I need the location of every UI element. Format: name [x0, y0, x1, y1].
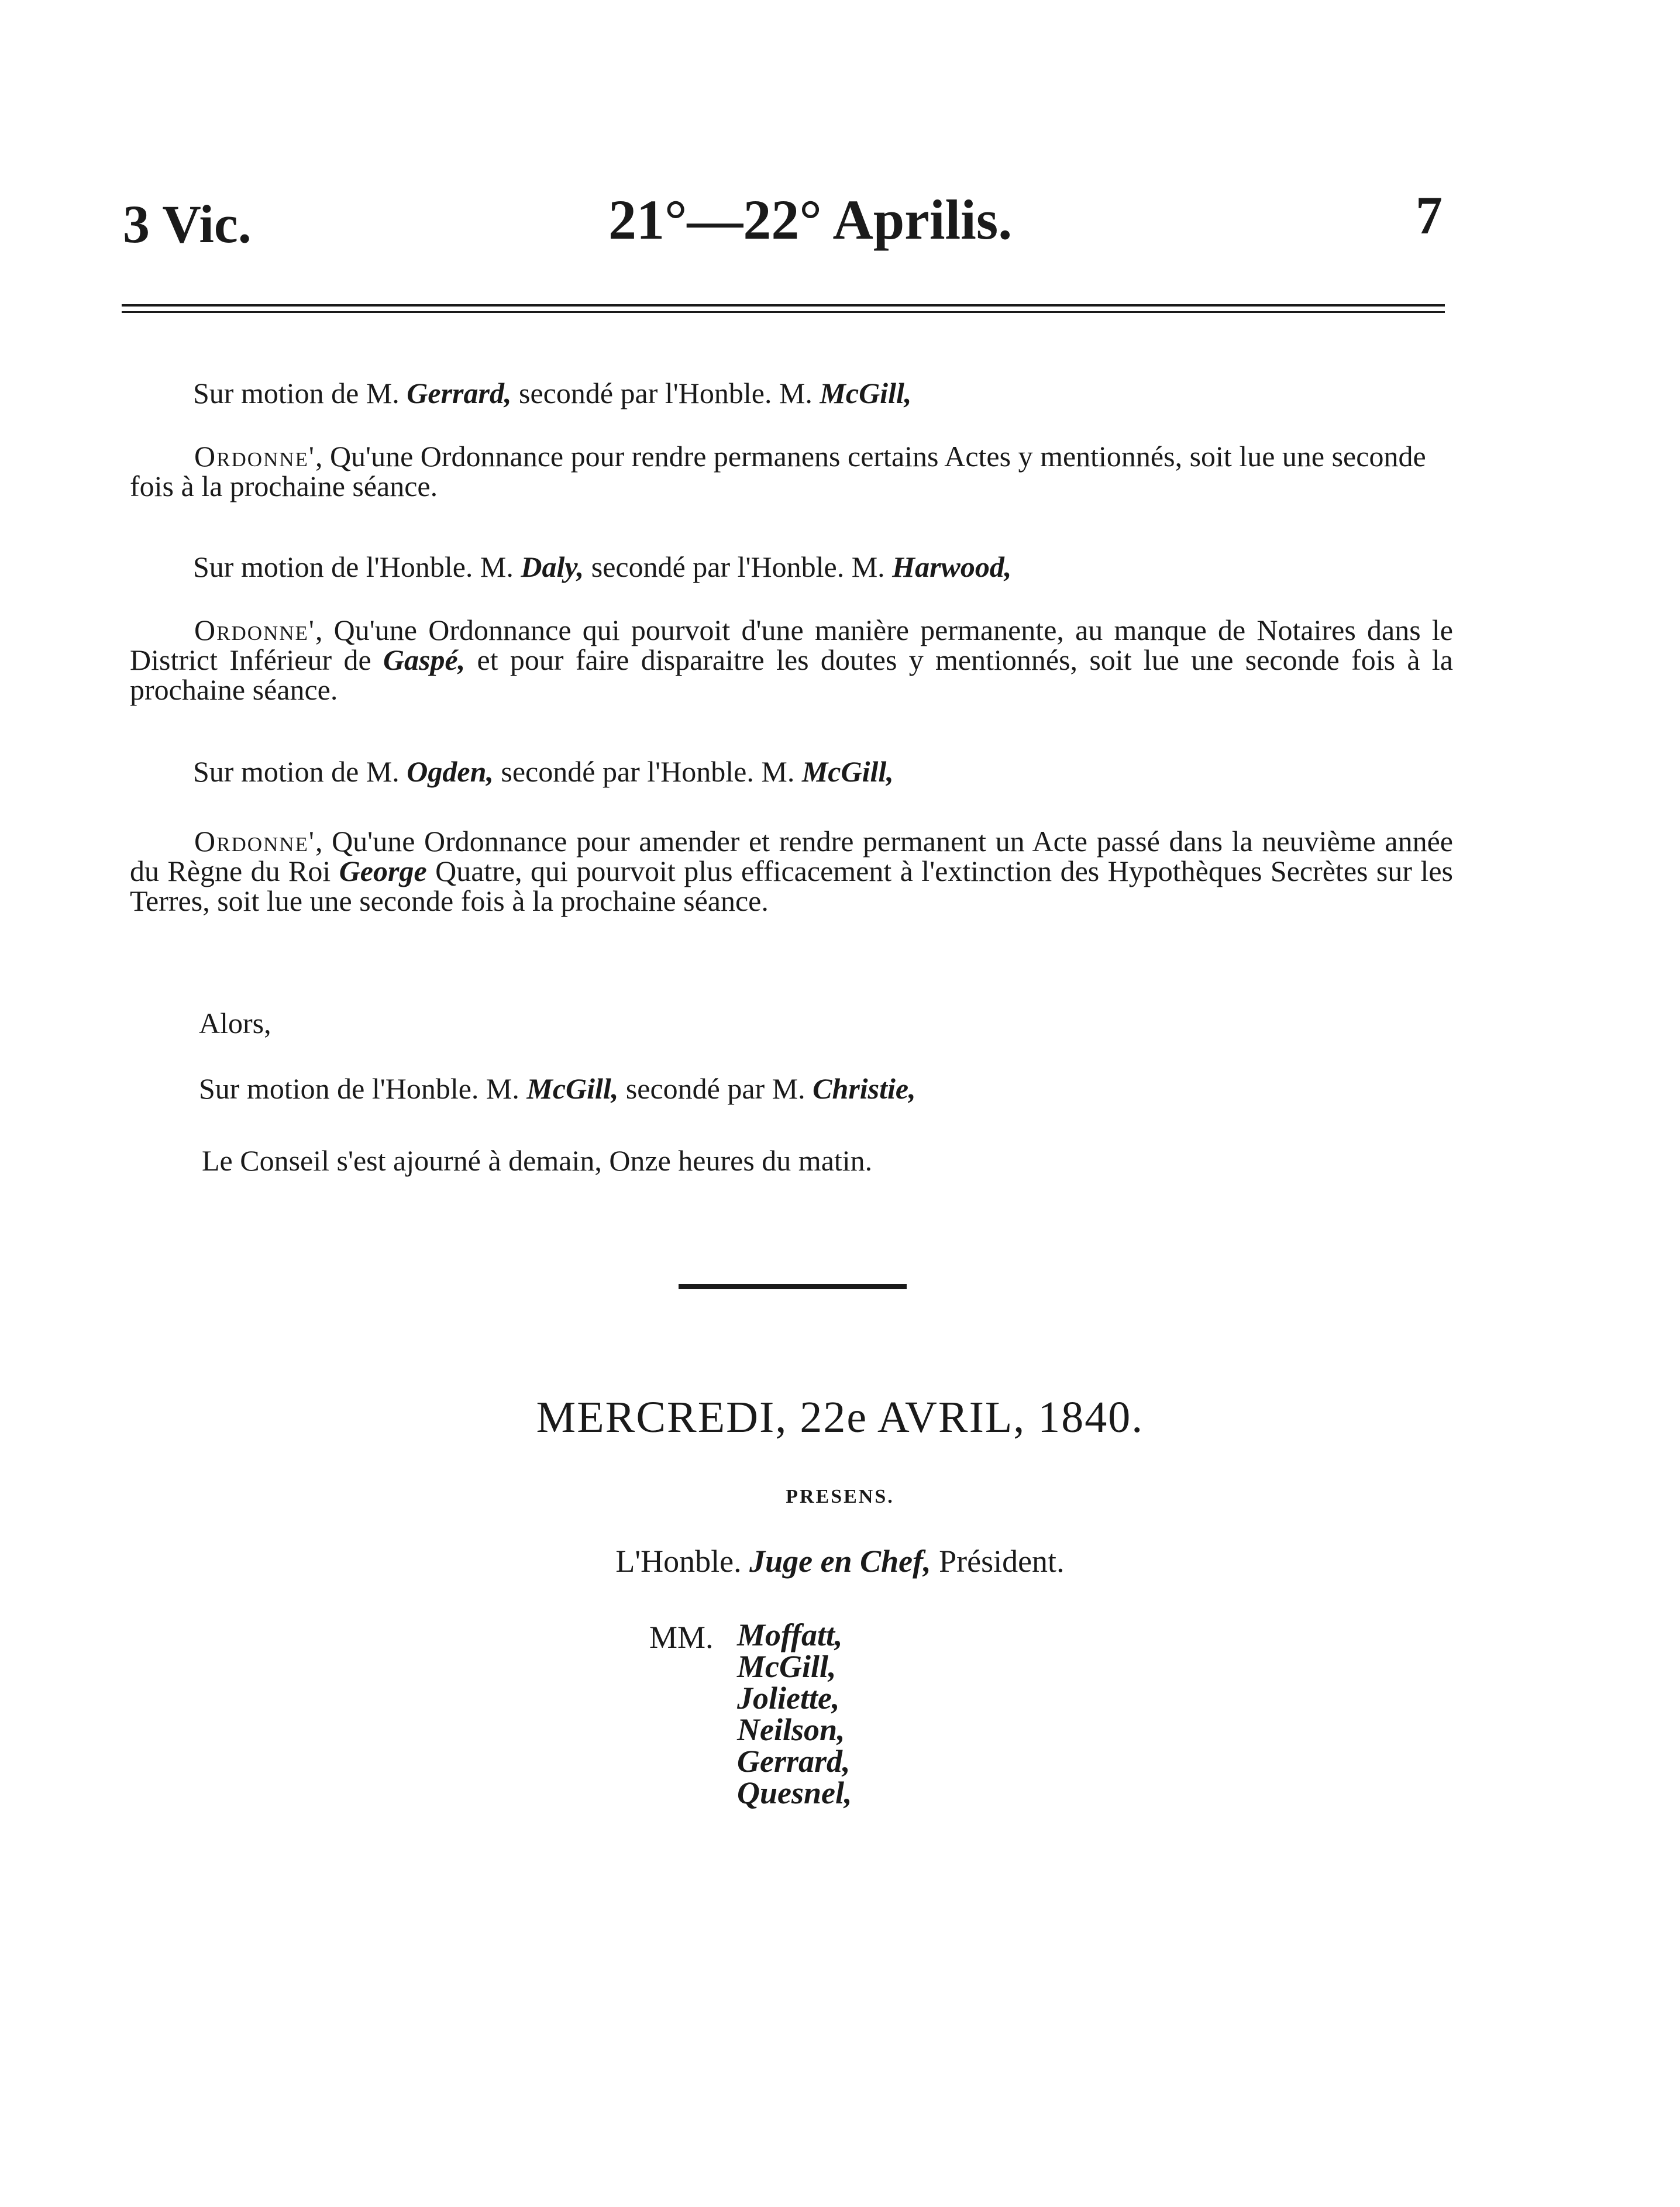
ordonne-paragraph-3: Ordonne', Qu'une Ordonnance pour amender et rendre permanent un Acte passé dans la neuvième année du Règne du Roi George Quatre, qui pourvoit plus efficacement à l'extinction des Hypothèques Secrètes sur les Terres, soit lue une seconde fois à la prochaine séance.	[130, 825, 1454, 917]
mover-name: Ogden,	[407, 755, 494, 788]
member-name: Joliette,	[737, 1681, 840, 1716]
mover-name: Daly,	[521, 550, 584, 583]
alors-text: Alors,	[199, 1007, 271, 1039]
member-name: Neilson,	[737, 1712, 845, 1747]
king-name: George	[339, 855, 427, 887]
section-divider	[679, 1284, 907, 1289]
mover-name: McGill,	[526, 1072, 619, 1105]
members-label: MM.	[649, 1620, 714, 1655]
place-name: Gaspé,	[383, 643, 466, 676]
mover-name: Gerrard,	[407, 377, 512, 409]
member-name: Gerrard,	[737, 1744, 851, 1779]
member-name: McGill,	[737, 1649, 836, 1684]
motion-ogden: Sur motion de M. Ogden, secondé par l'Honble. M. McGill,	[193, 755, 894, 788]
president-line: L'Honble. Juge en Chef, Président.	[615, 1544, 1065, 1579]
presens-heading: PRESENS.	[786, 1486, 894, 1507]
motion-mcgill: Sur motion de l'Honble. M. McGill, secondé par M. Christie,	[199, 1072, 916, 1105]
ordonne-label: Ordonne'	[194, 614, 315, 646]
ordonne-paragraph-1: Ordonne', Qu'une Ordonnance pour rendre permanens certains Actes y mentionnés, soit lue une seconde fois à la prochaine séance.	[130, 440, 1426, 502]
member-name: Moffatt,	[737, 1617, 843, 1652]
seconder-name: Christie,	[813, 1072, 916, 1105]
ordonne-paragraph-2: Ordonne', Qu'une Ordonnance qui pourvoit d'une manière permanente, au manque de Notaires dans le District Inférieur de Gaspé, et pour faire disparaitre les doutes y mentionnés, soit lue une seconde fois à la prochaine séance.	[130, 614, 1453, 706]
members-list	[737, 1619, 852, 1809]
president-title: Juge en Chef,	[749, 1544, 931, 1579]
seconder-name: McGill,	[820, 377, 912, 409]
seconder-name: Harwood,	[892, 550, 1012, 583]
motion-daly: Sur motion de l'Honble. M. Daly, secondé par l'Honble. M. Harwood,	[193, 550, 1012, 583]
ordonne-label: Ordonne'	[194, 825, 315, 858]
page-number: 7	[1416, 185, 1443, 245]
header-rule-upper	[122, 304, 1445, 307]
header-rule-lower	[122, 311, 1445, 313]
adjournment-text: Le Conseil s'est ajourné à demain, Onze heures du matin.	[202, 1144, 873, 1177]
ordonne-label: Ordonne'	[194, 440, 315, 473]
session-date-title: MERCREDI, 22e AVRIL, 1840.	[536, 1393, 1144, 1442]
member-name: Quesnel,	[737, 1775, 852, 1810]
header-regnal-year: 3 Vic.	[123, 194, 252, 254]
seconder-name: McGill,	[801, 755, 894, 788]
motion-gerrard: Sur motion de M. Gerrard, secondé par l'Honble. M. McGill,	[193, 377, 912, 409]
header-dates: 21°—22° Aprilis.	[608, 188, 1013, 251]
